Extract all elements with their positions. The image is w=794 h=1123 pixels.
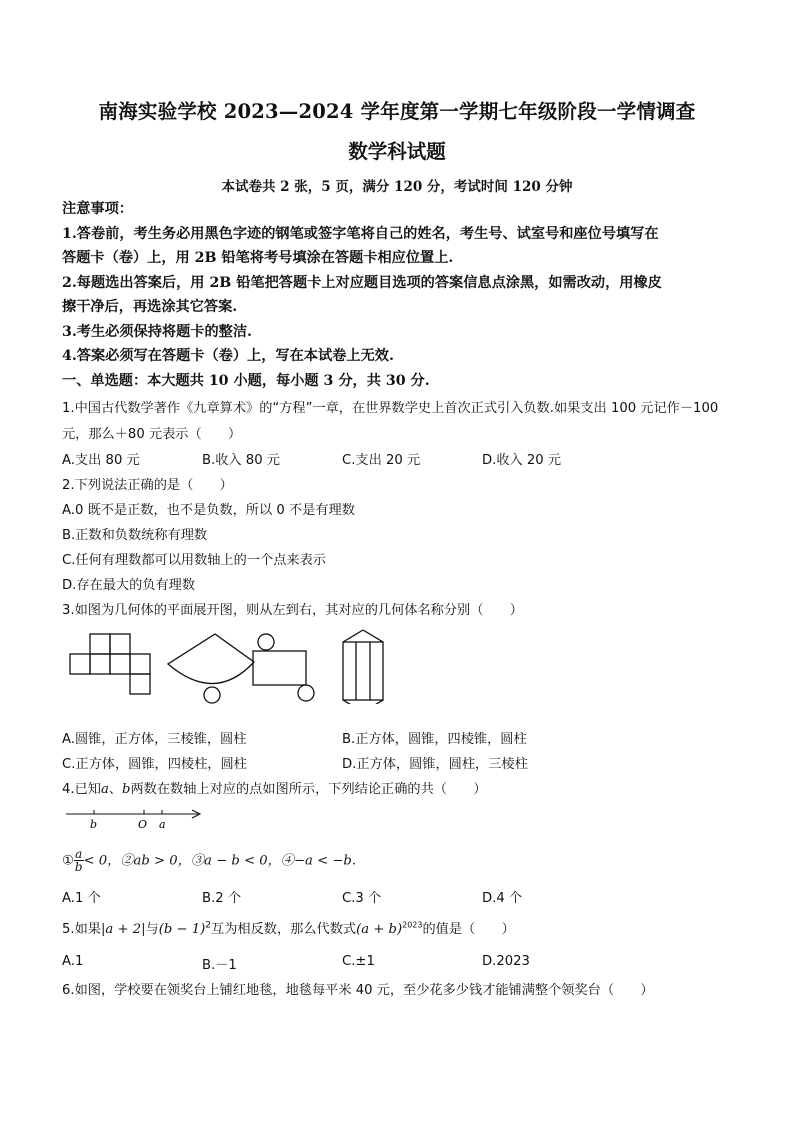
q2-option-d: D.存在最大的负有理数 bbox=[62, 578, 196, 593]
q4-number-line bbox=[62, 806, 208, 832]
exam-title: 南海实验学校 2023—2024 学年度第一学期七年级阶段一学情调查 bbox=[98, 100, 696, 123]
q3-option-a: A.圆锥，正方体，三棱锥，圆柱 bbox=[62, 732, 247, 747]
subject-title: 数学科试题 bbox=[348, 140, 446, 163]
q4-option-a: A.1 个 bbox=[62, 891, 101, 906]
q4-option-b: B.2 个 bbox=[202, 891, 242, 906]
q5-sq-exp: 2 bbox=[205, 920, 212, 931]
q1-option-a: A.支出 80 元 bbox=[62, 453, 140, 468]
q1-option-c: C.支出 20 元 bbox=[342, 453, 421, 468]
q4-statements bbox=[62, 848, 356, 873]
prism-net-icon bbox=[343, 630, 383, 704]
q4-frac-num: a bbox=[75, 847, 83, 861]
q4-frac-den: b bbox=[74, 860, 83, 874]
q2-option-c: C.任何有理数都可以用数轴上的一个点来表示 bbox=[62, 553, 326, 568]
cone-net-icon bbox=[168, 634, 254, 703]
note-line-3: 2.每题选出答案后，用 2B 铅笔把答题卡上对应题目选项的答案信息点涂黑，如需改动，用橡皮 bbox=[62, 275, 662, 291]
q4-option-d: D.4 个 bbox=[482, 891, 523, 906]
q5-pow-expr: (a + b) bbox=[356, 922, 403, 937]
q4-sep: 、 bbox=[108, 782, 123, 797]
q4-var-b: b bbox=[122, 782, 131, 797]
q6-stem: 6.如图，学校要在领奖台上铺红地毯，地毯每平米 40 元，至少花多少钱才能铺满整个领奖台（ ） bbox=[62, 983, 654, 998]
cube-net-icon bbox=[70, 634, 150, 694]
q5-option-d: D.2023 bbox=[482, 954, 530, 969]
q1-stem-line2: 元，那么＋80 元表示（ ） bbox=[62, 427, 242, 442]
q4-stem-pre: 4.已知 bbox=[62, 782, 101, 797]
q2-option-b: B.正数和负数统称有理数 bbox=[62, 528, 208, 543]
q2-option-a: A.0 既不是正数，也不是负数，所以 0 不是有理数 bbox=[62, 503, 355, 518]
q3-option-c: C.正方体，圆锥，四棱柱，圆柱 bbox=[62, 757, 247, 772]
q4-stmt1-mark: ① bbox=[62, 853, 74, 869]
q4-var-a: a bbox=[100, 782, 109, 797]
q4-stmt4: ④−a < −b. bbox=[280, 853, 357, 869]
q5-option-b: B.－1 bbox=[202, 958, 237, 973]
note-line-6: 4.答案必须写在答题卡（卷）上，写在本试卷上无效. bbox=[62, 348, 394, 364]
q5-mid2: 互为相反数，那么代数式 bbox=[211, 922, 357, 937]
q5-pre: 5.如果 bbox=[62, 922, 101, 937]
q5-option-a: A.1 bbox=[62, 954, 84, 969]
q5-sq-expr: (b − 1) bbox=[158, 922, 206, 937]
note-line-4: 擦干净后，再选涂其它答案. bbox=[62, 299, 238, 315]
q4-stmt1: < 0， bbox=[83, 853, 121, 869]
q4-stem-post: 两数在数轴上对应的点如图所示，下列结论正确的共（ ） bbox=[130, 782, 487, 797]
q4-stmt3: ③a − b < 0， bbox=[190, 853, 281, 869]
q3-nets-figure bbox=[60, 628, 390, 704]
q3-option-d: D.正方体，圆锥，圆柱，三棱柱 bbox=[342, 757, 528, 772]
section-heading: 一、单选题：本大题共 10 小题，每小题 3 分，共 30 分. bbox=[62, 373, 430, 389]
note-line-1: 1.答卷前，考生务必用黑色字迹的钢笔或签字笔将自己的姓名，考生号、试室号和座位号填写在 bbox=[62, 226, 659, 242]
q5-pow-exp: 2023 bbox=[402, 920, 423, 930]
q5-stem bbox=[62, 918, 515, 937]
q5-post: 的值是（ ） bbox=[422, 922, 515, 937]
note-line-2: 答题卡（卷）上，用 2B 铅笔将考号填涂在答题卡相应位置上. bbox=[62, 250, 454, 266]
q1-option-b: B.收入 80 元 bbox=[202, 453, 280, 468]
exam-info: 本试卷共 2 张，5 页，满分 120 分，考试时间 120 分钟 bbox=[221, 179, 573, 195]
q5-mid1: 与 bbox=[145, 922, 159, 937]
q3-stem: 3.如图为几何体的平面展开图，则从左到右，其对应的几何体名称分别（ ） bbox=[62, 603, 523, 618]
q3-option-b: B.正方体，圆锥，四棱锥，圆柱 bbox=[342, 732, 527, 747]
q1-option-d: D.收入 20 元 bbox=[482, 453, 562, 468]
axis-label-origin: O bbox=[138, 818, 148, 831]
q4-option-c: C.3 个 bbox=[342, 891, 382, 906]
q1-stem-line1: 1.中国古代数学著作《九章算术》的“方程”一章，在世界数学史上首次正式引入负数.如果支出 100 元记作－100 bbox=[62, 401, 719, 416]
axis-label-b: b bbox=[90, 818, 98, 831]
q4-stem bbox=[62, 778, 487, 797]
q4-stmt2: ②ab > 0， bbox=[120, 853, 191, 869]
q5-abs-expr: |a + 2| bbox=[100, 922, 146, 937]
notes-heading: 注意事项： bbox=[62, 201, 133, 217]
q5-option-c: C.±1 bbox=[342, 954, 375, 969]
q2-stem: 2.下列说法正确的是（ ） bbox=[62, 478, 233, 493]
axis-label-a: a bbox=[159, 818, 166, 831]
note-line-5: 3.考生必须保持将题卡的整洁. bbox=[62, 324, 253, 340]
q4-fraction bbox=[74, 848, 84, 873]
cylinder-net-icon bbox=[253, 634, 314, 701]
